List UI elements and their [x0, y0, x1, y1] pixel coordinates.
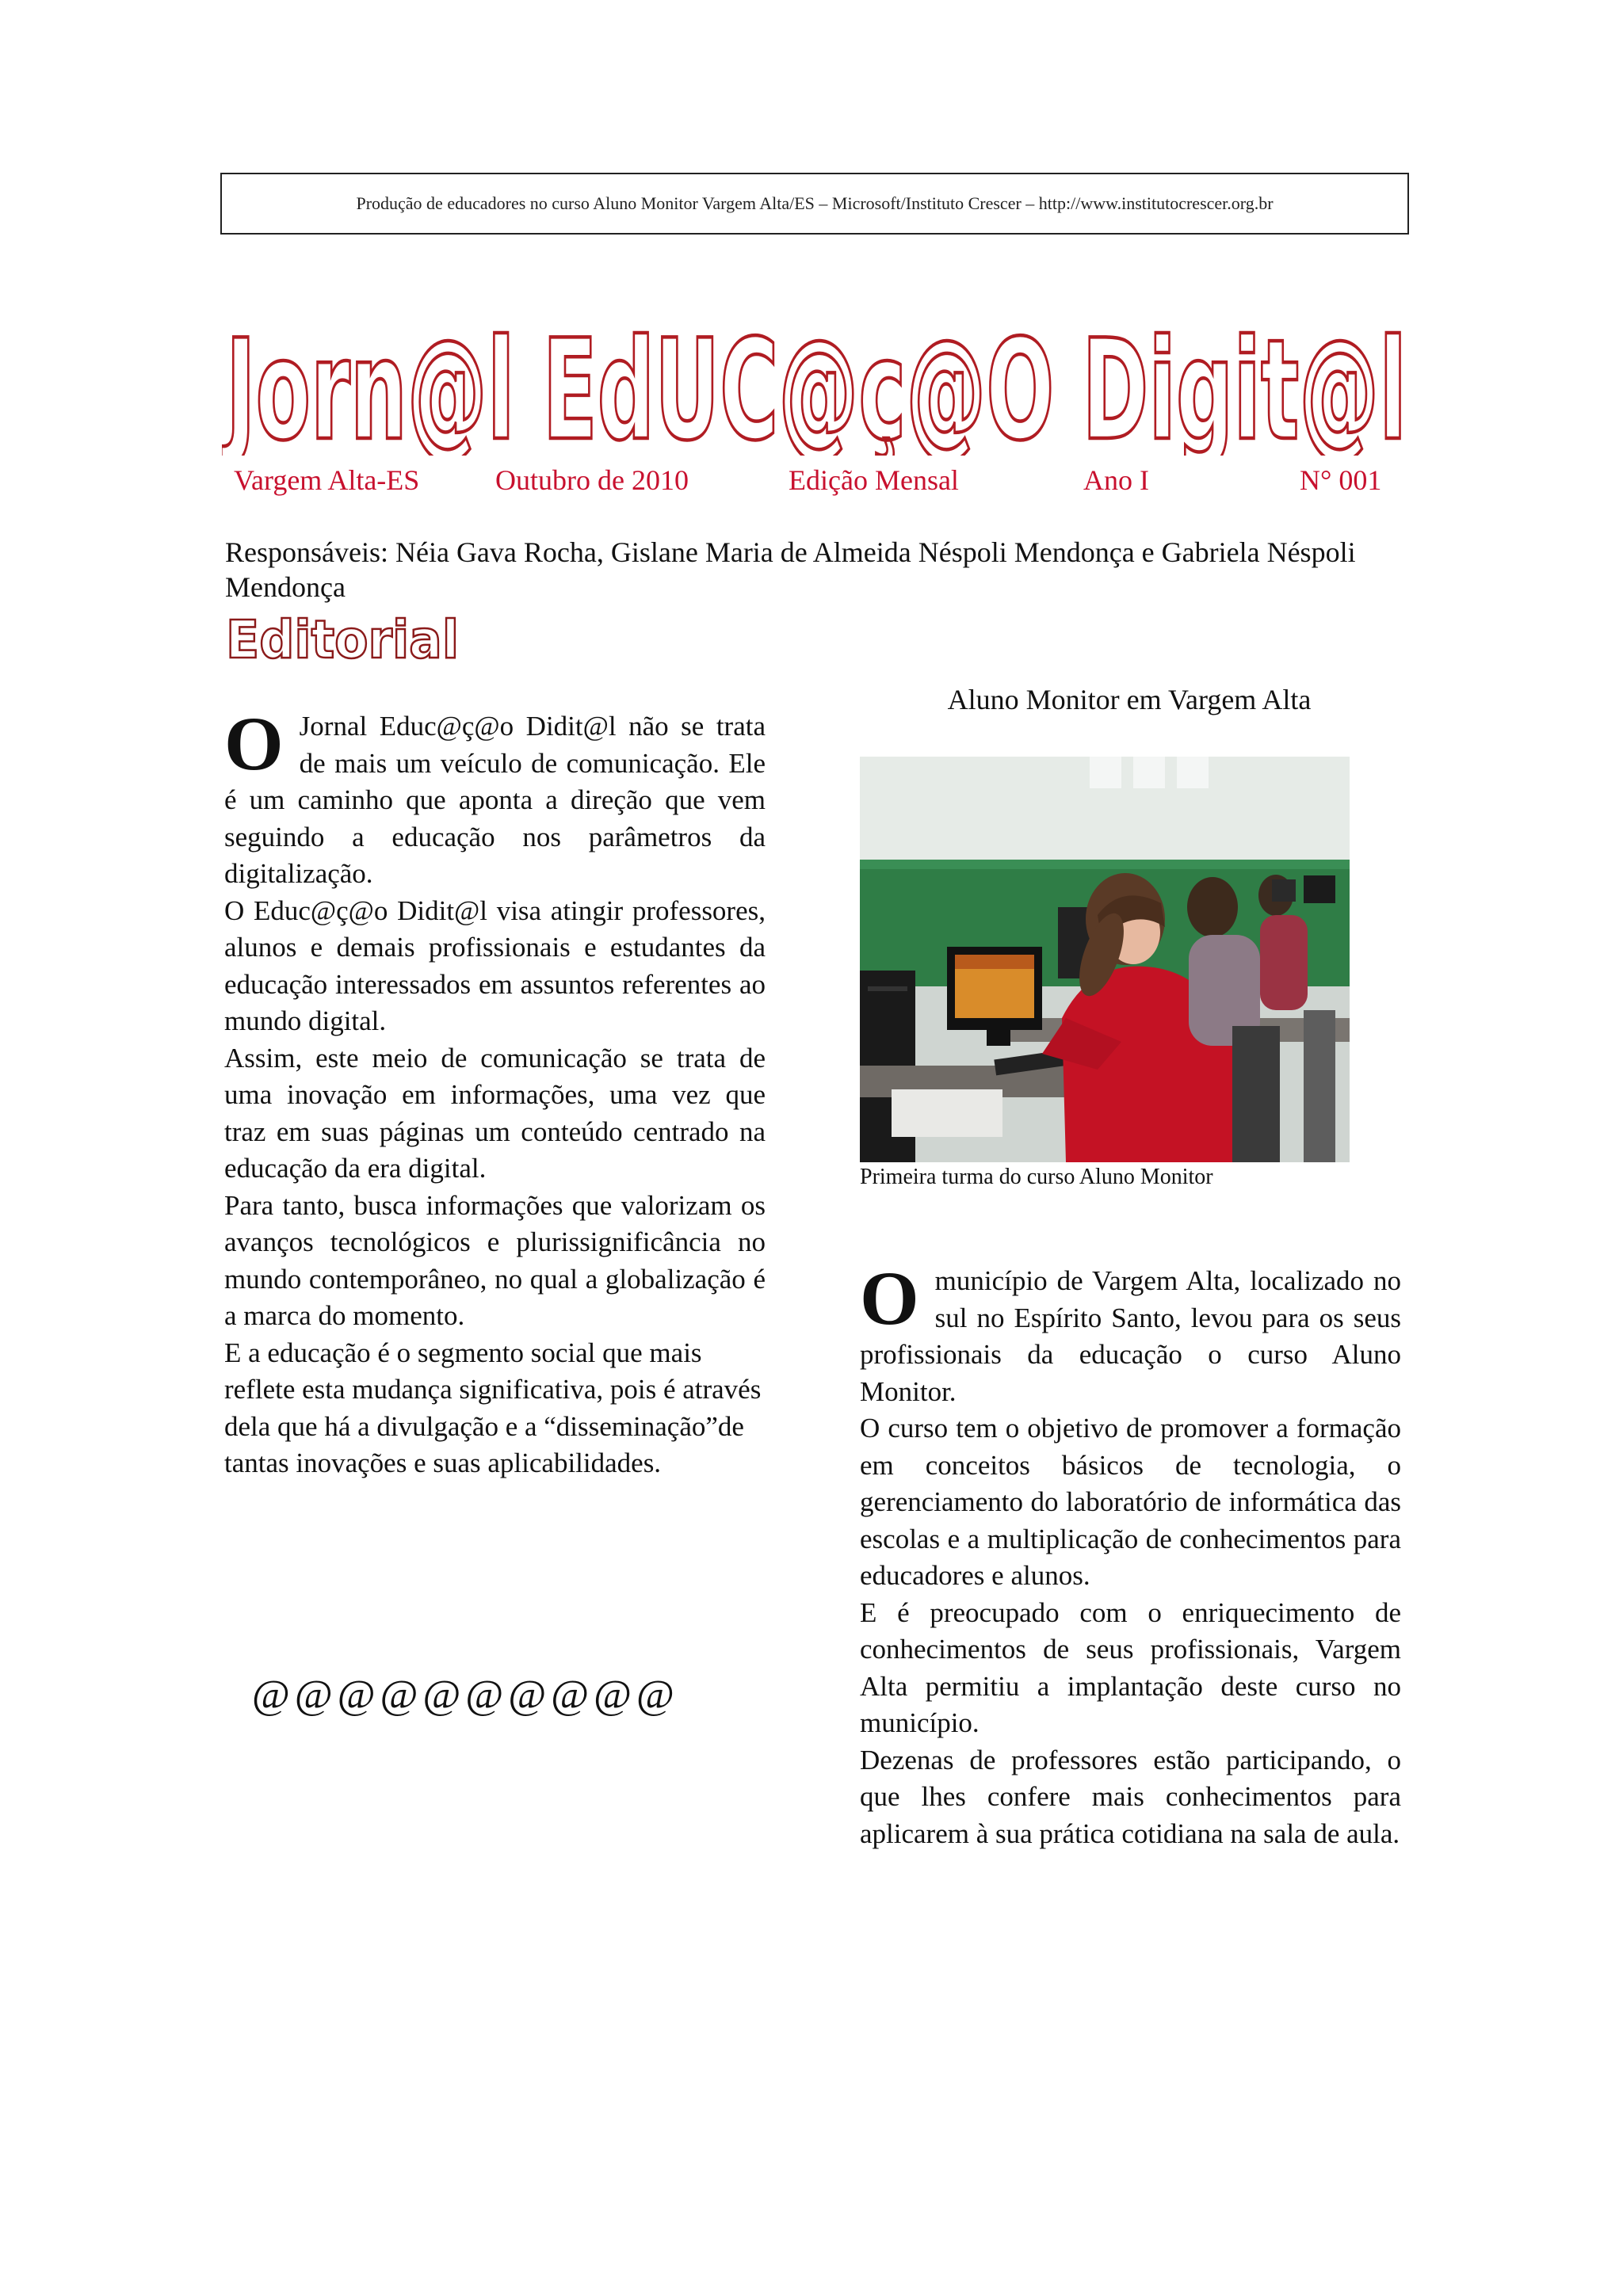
masthead-title-text: Jorn@l EdUC@ç@O Digit@l	[222, 321, 1407, 456]
photo-heading: Aluno Monitor em Vargem Alta	[947, 684, 1312, 715]
editorial-paragraph-1-text: Jornal Educ@ç@o Didit@l não se trata de mais um veículo de comunicação. Ele é um caminho que aponta a direção que vem seguindo a educação nos parâmetros da digitalização.	[224, 711, 766, 889]
meta-number: N° 001	[1300, 464, 1382, 496]
editorial-paragraph-1	[224, 681, 766, 893]
masthead-title	[222, 321, 1411, 456]
editorial-paragraph-5: E a educação é o segmento social que mais reflete esta mudança significativa, pois é através dela que há a divulgação e a “disseminação”de tantas inovações e suas aplicabilidades.	[224, 1337, 762, 1478]
meta-year: Ano I	[1083, 464, 1149, 496]
meta-place: Vargem Alta-ES	[234, 464, 420, 496]
editorial-heading-text: Editorial	[226, 610, 459, 666]
article-dropcap: O	[860, 1256, 919, 1341]
meta-edition: Edição Mensal	[789, 464, 959, 496]
photo-caption: Primeira turma do curso Aluno Monitor	[860, 1165, 1213, 1189]
header-credit-text: Produção de educadores no curso Aluno Monitor Vargem Alta/ES – Microsoft/Instituto Crescer – http://www.institutocrescer.org.br	[356, 193, 1274, 213]
article-column	[860, 1236, 1401, 1852]
responsaveis-line: Responsáveis: Néia Gava Rocha, Gislane Maria de Almeida Néspoli Mendonça e Gabriela Néspoli Mendonça	[225, 536, 1356, 603]
header-credit-box	[220, 173, 1409, 235]
editorial-dropcap: O	[224, 701, 284, 786]
meta-date: Outubro de 2010	[495, 464, 689, 496]
editorial-paragraph-3: Assim, este meio de comunicação se trata de uma inovação em informações, uma vez que traz em suas páginas um conteúdo centrado na educação da era digital.	[224, 1042, 766, 1184]
classroom-photo	[860, 757, 1350, 1162]
article-paragraph-4: Dezenas de professores estão participando, o que lhes confere mais conhecimentos para aplicarem à sua prática cotidiana na sala de aula.	[860, 1744, 1401, 1849]
at-separator: @@@@@@@@@@	[252, 1672, 679, 1718]
editorial-paragraph-4: Para tanto, busca informações que valorizam os avanços tecnológicos e plurissignificância no mundo contemporâneo, no qual a globalização é a marca do momento.	[224, 1189, 766, 1331]
editorial-heading	[224, 610, 462, 666]
article-paragraph-2: O curso tem o objetivo de promover a formação em conceitos básicos de tecnologia, o gerenciamento do laboratório de informática das escolas e a multiplicação de conhecimentos para educadores e alunos.	[860, 1413, 1401, 1591]
edition-meta	[234, 463, 1407, 503]
article-paragraph-1	[860, 1236, 1401, 1410]
editorial-paragraph-2: O Educ@ç@o Didit@l visa atingir professores, alunos e demais profissionais e estudantes da educação interessados em assuntos referentes ao mundo digital.	[224, 894, 766, 1036]
article-paragraph-1-text: município de Vargem Alta, localizado no sul no Espírito Santo, levou para os seus profissionais da educação o curso Aluno Monitor.	[860, 1265, 1401, 1407]
article-paragraph-3: E é preocupado com o enriquecimento de conhecimentos de seus profissionais, Vargem Alta permitiu a implantação deste curso no município.	[860, 1596, 1401, 1738]
editorial-column	[224, 681, 766, 1482]
